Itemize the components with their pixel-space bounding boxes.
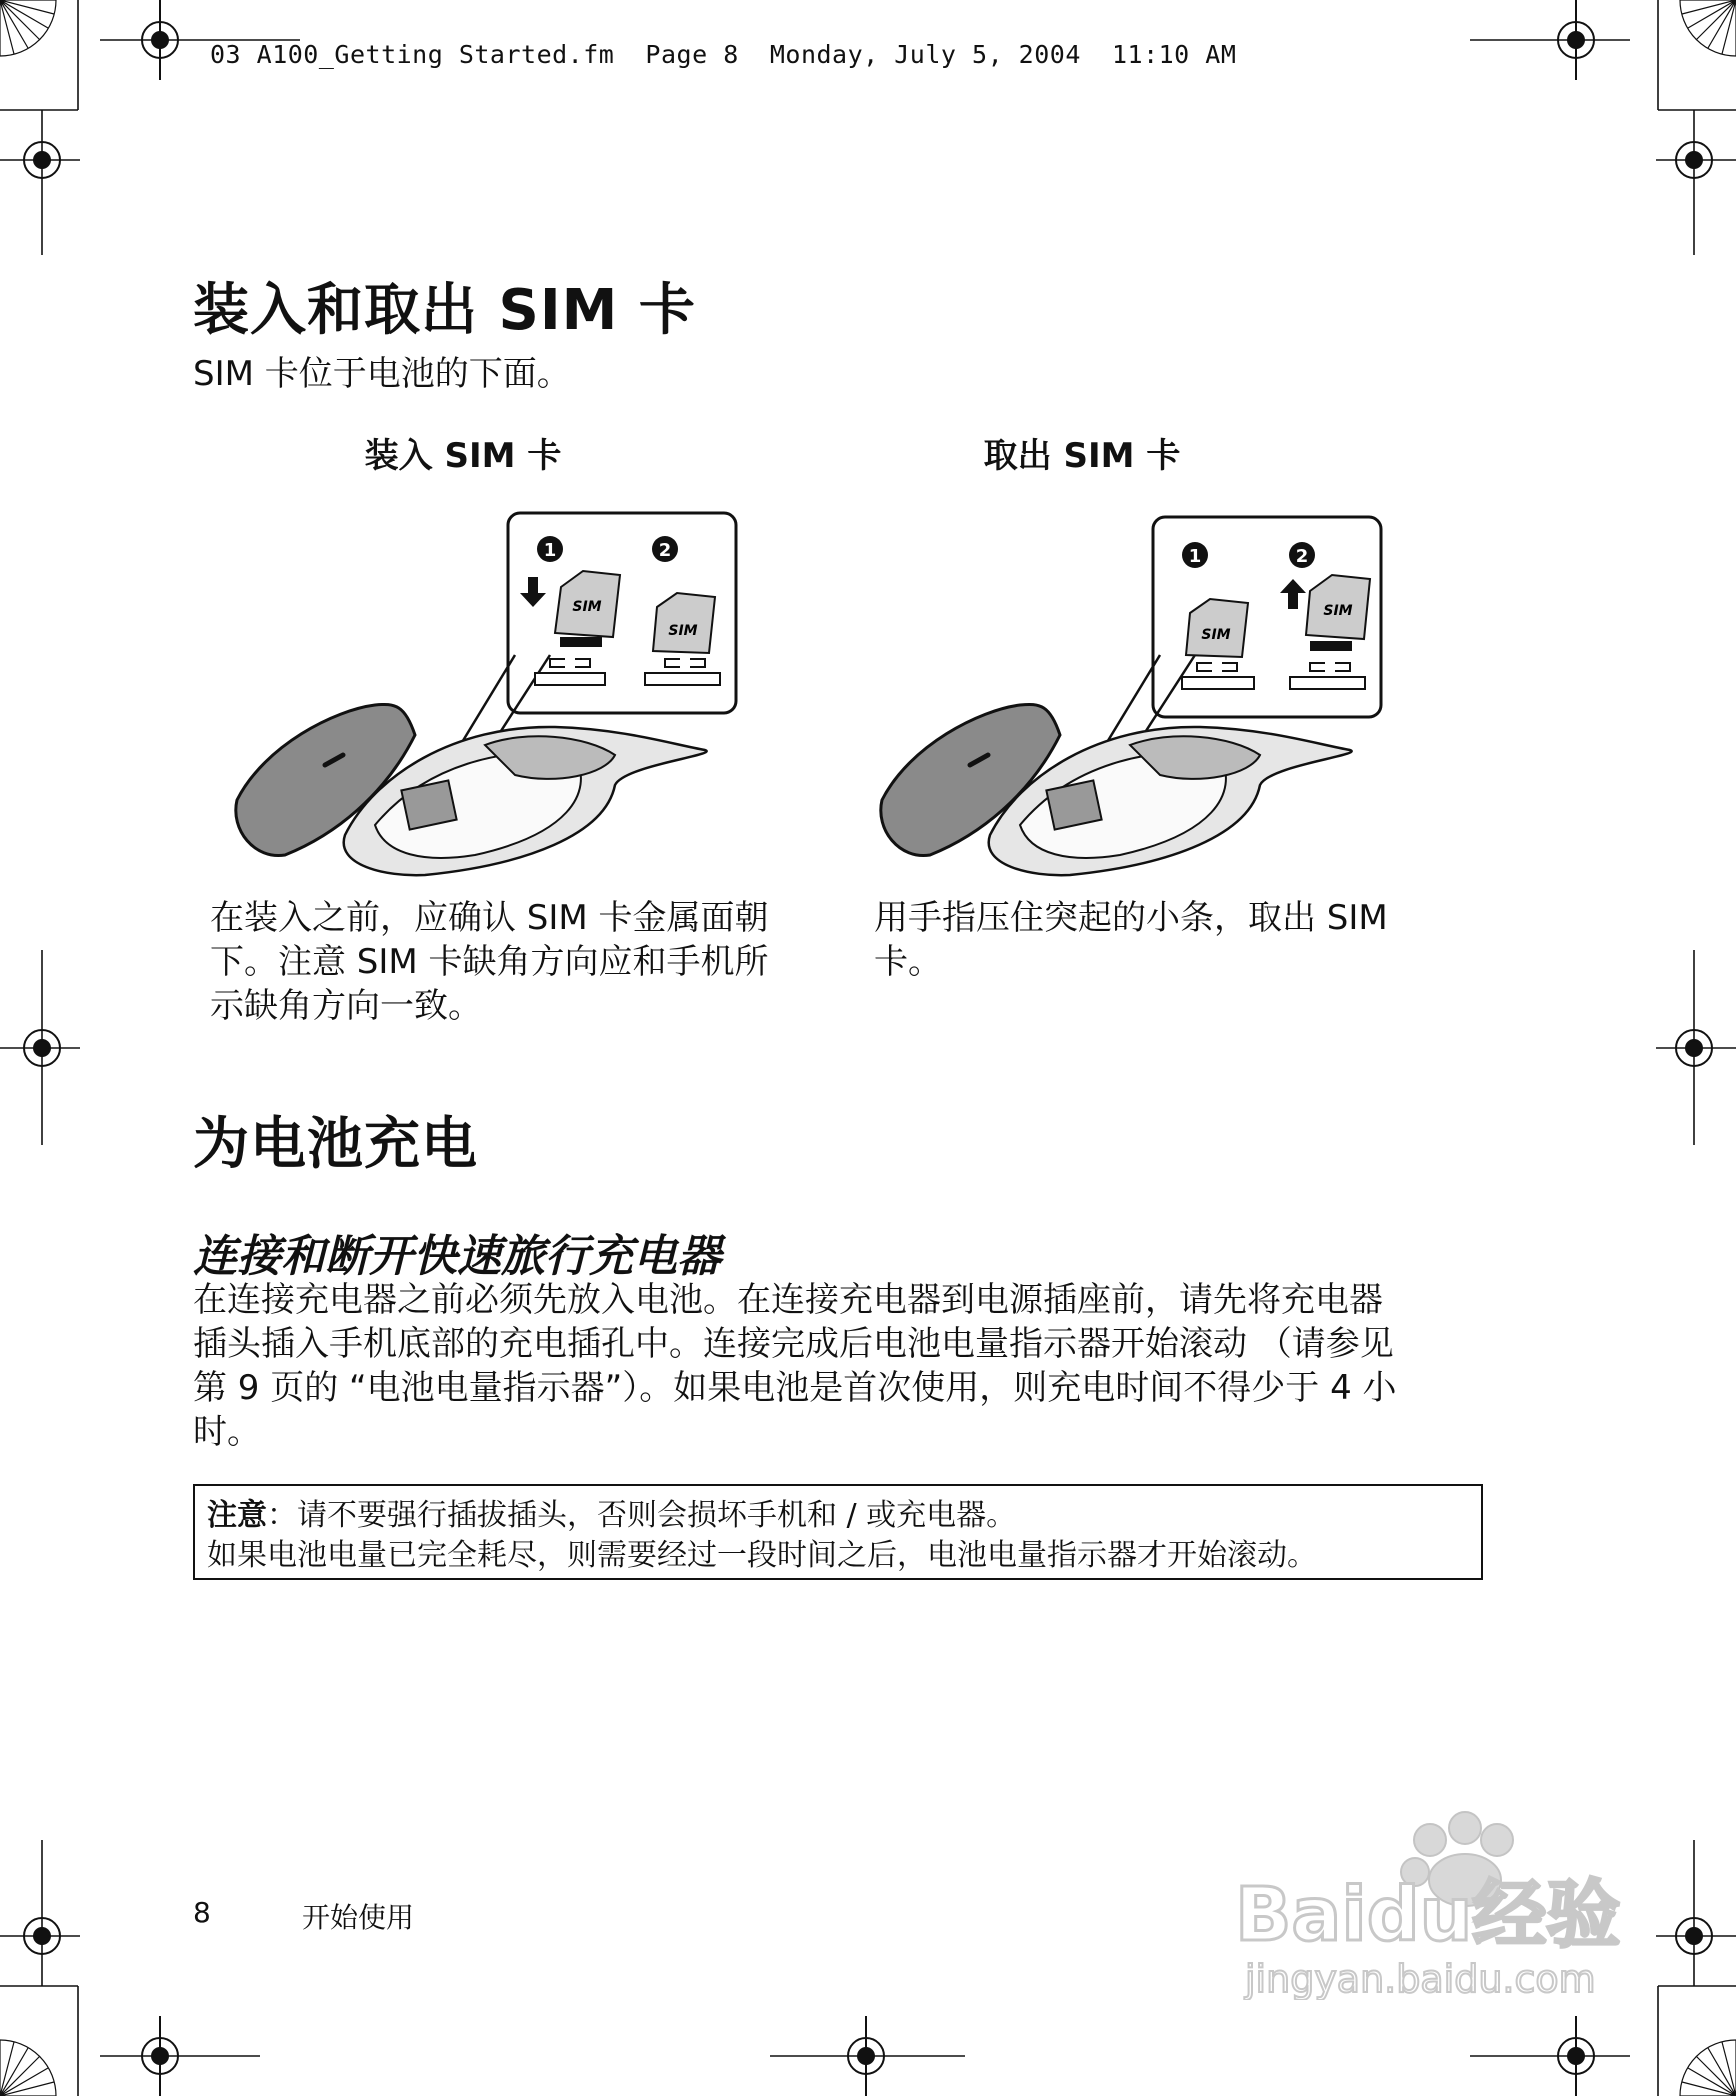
watermark-brand: Baidu经验 bbox=[1235, 1872, 1621, 1958]
svg-text:2: 2 bbox=[658, 540, 672, 561]
svg-text:1: 1 bbox=[543, 540, 557, 561]
starburst-mark-br bbox=[1680, 2040, 1736, 2096]
caption-insert-line: 示缺角方向一致。 bbox=[210, 986, 482, 1026]
starburst-mark-bl bbox=[0, 2040, 56, 2096]
svg-text:1: 1 bbox=[1188, 546, 1202, 567]
page-number: 8 bbox=[193, 1896, 211, 1929]
figure-title-remove: 取出 SIM 卡 bbox=[983, 436, 1181, 476]
caption-insert-line: 在装入之前，应确认 SIM 卡金属面朝 bbox=[210, 898, 769, 938]
note-line-1 bbox=[207, 1496, 1469, 1536]
charge-body-line: 在连接充电器之前必须先放入电池。在连接充电器到电源插座前，请先将充电器 bbox=[193, 1280, 1383, 1320]
caption-remove-line: 用手指压住突起的小条，取出 SIM bbox=[874, 898, 1388, 938]
subsection-title-charger: 连接和断开快速旅行充电器 bbox=[193, 1231, 721, 1282]
charge-body bbox=[193, 1278, 1493, 1454]
sim-intro: SIM 卡位于电池的下面。 bbox=[193, 354, 571, 394]
charge-body-line: 第 9 页的 “电池电量指示器”）。如果电池是首次使用，则充电时间不得少于 4 小 bbox=[193, 1368, 1397, 1408]
starburst-mark-tr bbox=[1680, 0, 1736, 56]
caption-remove bbox=[874, 896, 1474, 984]
figure-remove-sim bbox=[870, 505, 1410, 890]
svg-text:SIM: SIM bbox=[572, 599, 602, 615]
charge-body-line: 插头插入手机底部的充电插孔中。连接完成后电池电量指示器开始滚动 （请参见 bbox=[193, 1324, 1394, 1364]
note-box bbox=[193, 1484, 1483, 1580]
note-line-2: 如果电池电量已完全耗尽，则需要经过一段时间之后，电池电量指示器才开始滚动。 bbox=[207, 1538, 1317, 1573]
watermark-url: jingyan.baidu.com bbox=[1245, 1957, 1596, 2000]
note-label: 注意 bbox=[207, 1498, 267, 1533]
svg-text:SIM: SIM bbox=[1323, 603, 1353, 619]
figure-title-insert: 装入 SIM 卡 bbox=[364, 436, 562, 476]
baidu-watermark-logo bbox=[1225, 1800, 1645, 2000]
starburst-mark-tl bbox=[0, 0, 56, 56]
charge-body-line: 时。 bbox=[193, 1412, 261, 1452]
section-title-charge: 为电池充电 bbox=[193, 1112, 478, 1177]
note-text-1: ：请不要强行插拔插头，否则会损坏手机和 / 或充电器。 bbox=[267, 1498, 1017, 1533]
svg-text:SIM: SIM bbox=[1201, 627, 1231, 643]
section-title-sim: 装入和取出 SIM 卡 bbox=[193, 278, 696, 343]
footer-section: 开始使用 bbox=[302, 1901, 415, 1934]
caption-insert-line: 下。注意 SIM 卡缺角方向应和手机所 bbox=[210, 942, 769, 982]
figure-insert-sim bbox=[225, 505, 765, 890]
svg-text:2: 2 bbox=[1295, 546, 1309, 567]
svg-text:SIM: SIM bbox=[668, 623, 698, 639]
caption-insert bbox=[210, 896, 810, 1028]
file-slug: 03 A100_Getting Started.fm Page 8 Monday, July 5, 2004 11:10 AM bbox=[210, 40, 1237, 69]
caption-remove-line: 卡。 bbox=[874, 942, 942, 982]
